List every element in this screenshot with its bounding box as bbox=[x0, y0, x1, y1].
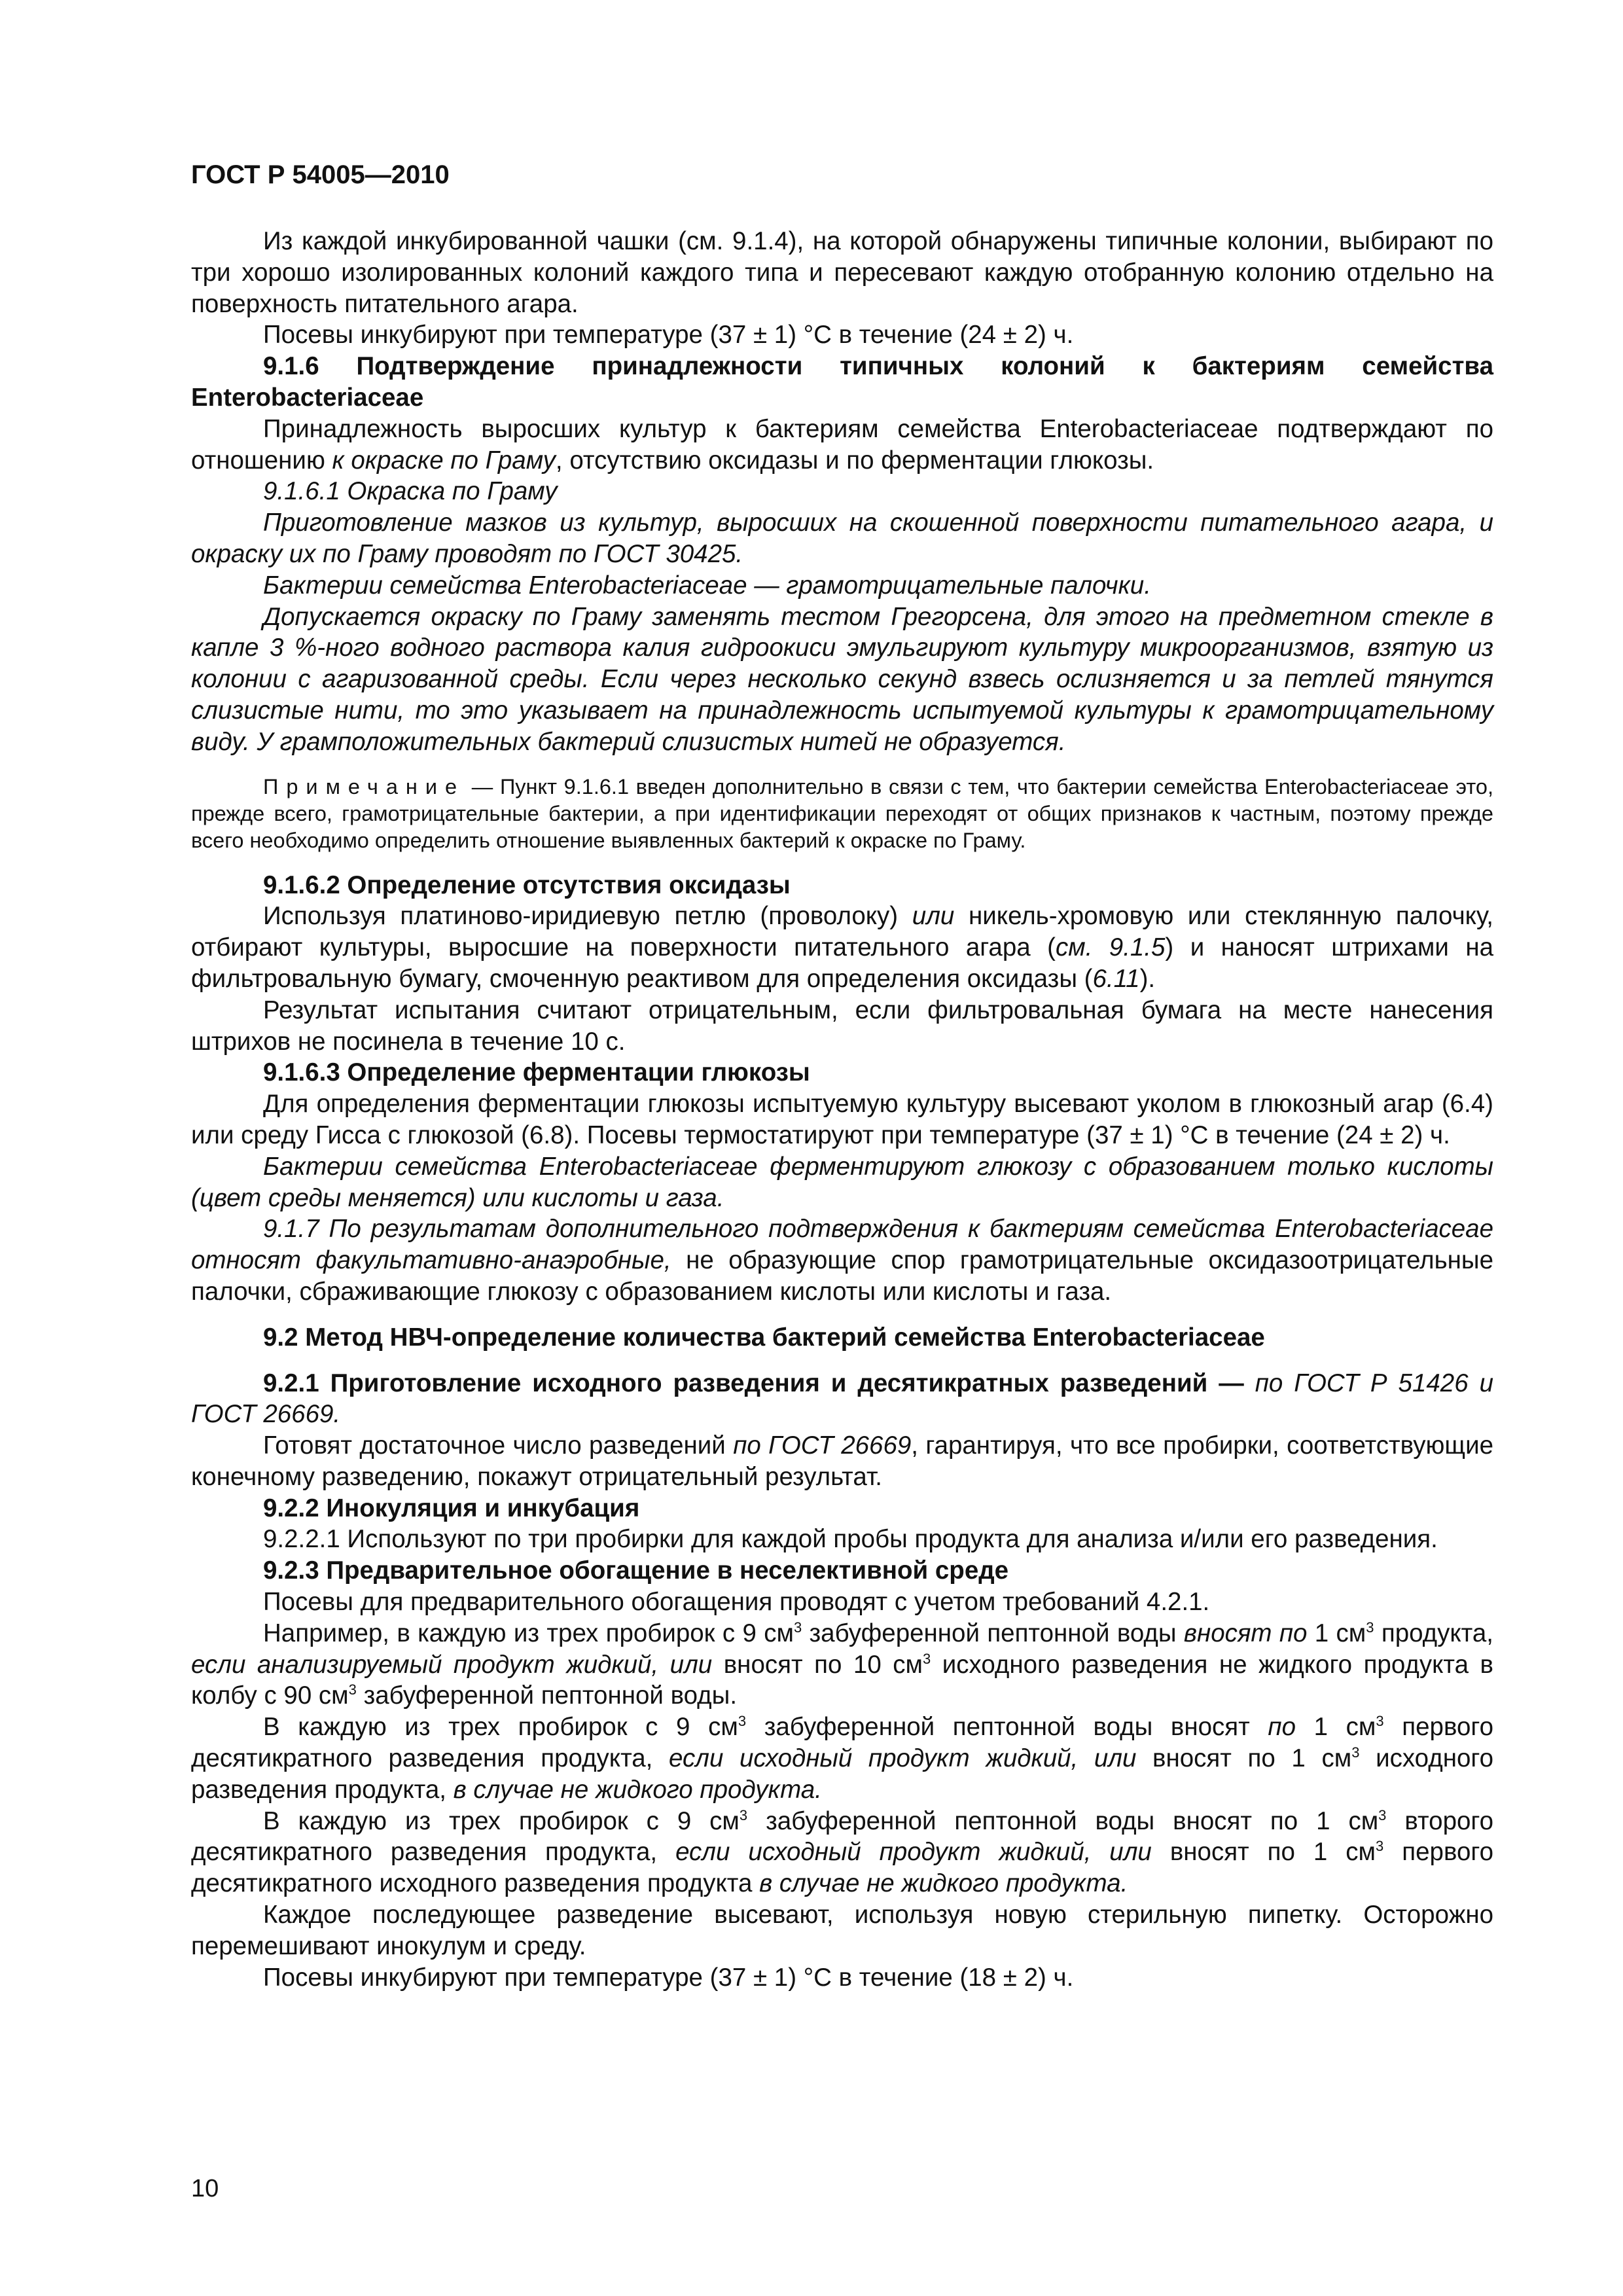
paragraph: Из каждой инкубированной чашки (см. 9.1.4), на которой обнаружены типичные колонии, выбирают по три хорошо изолированных колоний каждого типа и пересевают каждую отобранную колонию отдельно на поверхность питательного агара. bbox=[191, 227, 1493, 318]
section-heading-9-1-6-2: 9.1.6.2 Определение отсутствия оксидазы bbox=[263, 870, 791, 899]
paragraph: Бактерии семейства Enterobacteriaceae ферментируют глюкозу с образованием только кислоты (цвет среды меняется) или кислоты и газа. bbox=[191, 1152, 1493, 1212]
paragraph: Готовят достаточное число разведений по ГОСТ 26669, гарантируя, что все пробирки, соответствующие конечному разведению, покажут отрицательный результат. bbox=[191, 1431, 1493, 1491]
paragraph: Каждое последующее разведение высевают, используя новую стерильную пипетку. Осторожно перемешивают инокулум и среду. bbox=[191, 1901, 1493, 1960]
paragraph: В каждую из трех пробирок с 9 $см^3$ забуференной пептонной воды вносят по 1 $см^3$ второго десятикратного разведения продукта, если исходный продукт жидкий, или вносят по 1 $см^3$ первого десятикратного исходного разведения продукта в случае не жидкого продукта. bbox=[191, 1806, 1493, 1898]
paragraph: Допускается окраску по Граму заменять тестом Грегорсена, для этого на предметном стекле в капле 3 %-ного водного раствора калия гидроокиси эмульгируют культуру микроорганизмов, взятую из колонии с агаризованной среды. Если через несколько секунд взвесь ослизняется и за петлей тянутся слизистые нити, то это указывает на принадлежность испытуемой культуры к грамотрицательному виду. У грамположительных бактерий слизистых нитей не образуется. bbox=[191, 602, 1493, 756]
standard-code-header: ГОСТ Р 54005—2010 bbox=[191, 160, 450, 189]
paragraph: Например, в каждую из трех пробирок с 9 $см^3$ забуференной пептонной воды вносят по 1 $см^3$ продукта, если анализируемый продукт жидкий, или вносят по 10 $см^3$ исходного разведения не жидкого продукта в колбу с 90 $см^3$ забуференной пептонной воды. bbox=[191, 1619, 1494, 1710]
page-number: 10 bbox=[191, 2175, 219, 2202]
section-heading-9-1-6: 9.1.6 Подтверждение принадлежности типичных колоний к бактериям семейства Enterobacteriaceae bbox=[191, 352, 1493, 412]
section-heading-9-2-2: 9.2.2 Инокуляция и инкубация bbox=[263, 1494, 640, 1522]
note-label: Примечание bbox=[263, 774, 465, 798]
section-heading-9-2-3: 9.2.3 Предварительное обогащение в неселективной среде bbox=[263, 1556, 1009, 1585]
section-heading-9-1-6-1: 9.1.6.1 Окраска по Граму bbox=[263, 477, 558, 506]
section-heading-9-1-6-3: 9.1.6.3 Определение ферментации глюкозы bbox=[263, 1058, 810, 1087]
section-heading-9-2: 9.2 Метод НВЧ-определение количества бактерий семейства Enterobacteriaceae bbox=[263, 1323, 1265, 1352]
section-heading-9-2-1: 9.2.1 Приготовление исходного разведения и десятикратных разведений — по ГОСТ Р 51426 и ГОСТ 26669. bbox=[191, 1369, 1493, 1429]
paragraph: Используя платиново-иридиевую петлю (проволоку) или никель-хромовую или стеклянную палочку, отбирают культуры, выросшие на поверхности питательного агара (см. 9.1.5) и наносят штрихами на фильтровальную бумагу, смоченную реактивом для определения оксидазы (6.11). bbox=[191, 902, 1493, 993]
paragraph: Для определения ферментации глюкозы испытуемую культуру высевают уколом в глюкозный агар (6.4) или среду Гисса с глюкозой (6.8). Посевы термостатируют при температуре (37 ± 1) °С в течение (24 ± 2) ч. bbox=[191, 1090, 1493, 1149]
note: Примечание — Пункт 9.1.6.1 введен дополнительно в связи с тем, что бактерии семейства Enterobacteriaceae это, прежде всего, грамотрицательные бактерии, а при идентификации переходят от общих признаков к частным, поэтому прежде всего необходимо определить отношение выявленных бактерий к окраске по Граму. bbox=[191, 774, 1493, 852]
paragraph: 9.2.2.1 Используют по три пробирки для каждой пробы продукта для анализа и/или его разведения. bbox=[263, 1525, 1438, 1554]
paragraph: Бактерии семейства Enterobacteriaceae — грамотрицательные палочки. bbox=[263, 571, 1151, 600]
paragraph: В каждую из трех пробирок с 9 $см^3$ забуференной пептонной воды вносят по 1 $см^3$ первого десятикратного разведения продукта, если исходный продукт жидкий, или вносят по 1 $см^3$ исходного разведения продукта, в случае не жидкого продукта. bbox=[191, 1713, 1493, 1804]
document-body bbox=[191, 226, 1493, 1993]
paragraph: Приготовление мазков из культур, выросших на скошенной поверхности питательного агара, и окраску их по Граму проводят по ГОСТ 30425. bbox=[191, 509, 1493, 568]
paragraph: 9.1.7 По результатам дополнительного подтверждения к бактериям семейства Enterobacteriaceae относят факультативно-анаэробные, не образующие спор грамотрицательные оксидазоотрицательные палочки, сбраживающие глюкозу с образованием кислоты или кислоты и газа. bbox=[191, 1215, 1493, 1306]
paragraph: Результат испытания считают отрицательным, если фильтровальная бумага на месте нанесения штрихов не посинела в течение 10 с. bbox=[191, 996, 1493, 1056]
paragraph: Посевы для предварительного обогащения проводят с учетом требований 4.2.1. bbox=[263, 1588, 1210, 1617]
paragraph: Посевы инкубируют при температуре (37 ± 1) °С в течение (18 ± 2) ч. bbox=[263, 1963, 1074, 1992]
paragraph: Посевы инкубируют при температуре (37 ± 1) °С в течение (24 ± 2) ч. bbox=[263, 321, 1074, 350]
paragraph: Принадлежность выросших культур к бактериям семейства Enterobacteriaceae подтверждают по отношению к окраске по Граму, отсутствию оксидазы и по ферментации глюкозы. bbox=[191, 414, 1493, 475]
